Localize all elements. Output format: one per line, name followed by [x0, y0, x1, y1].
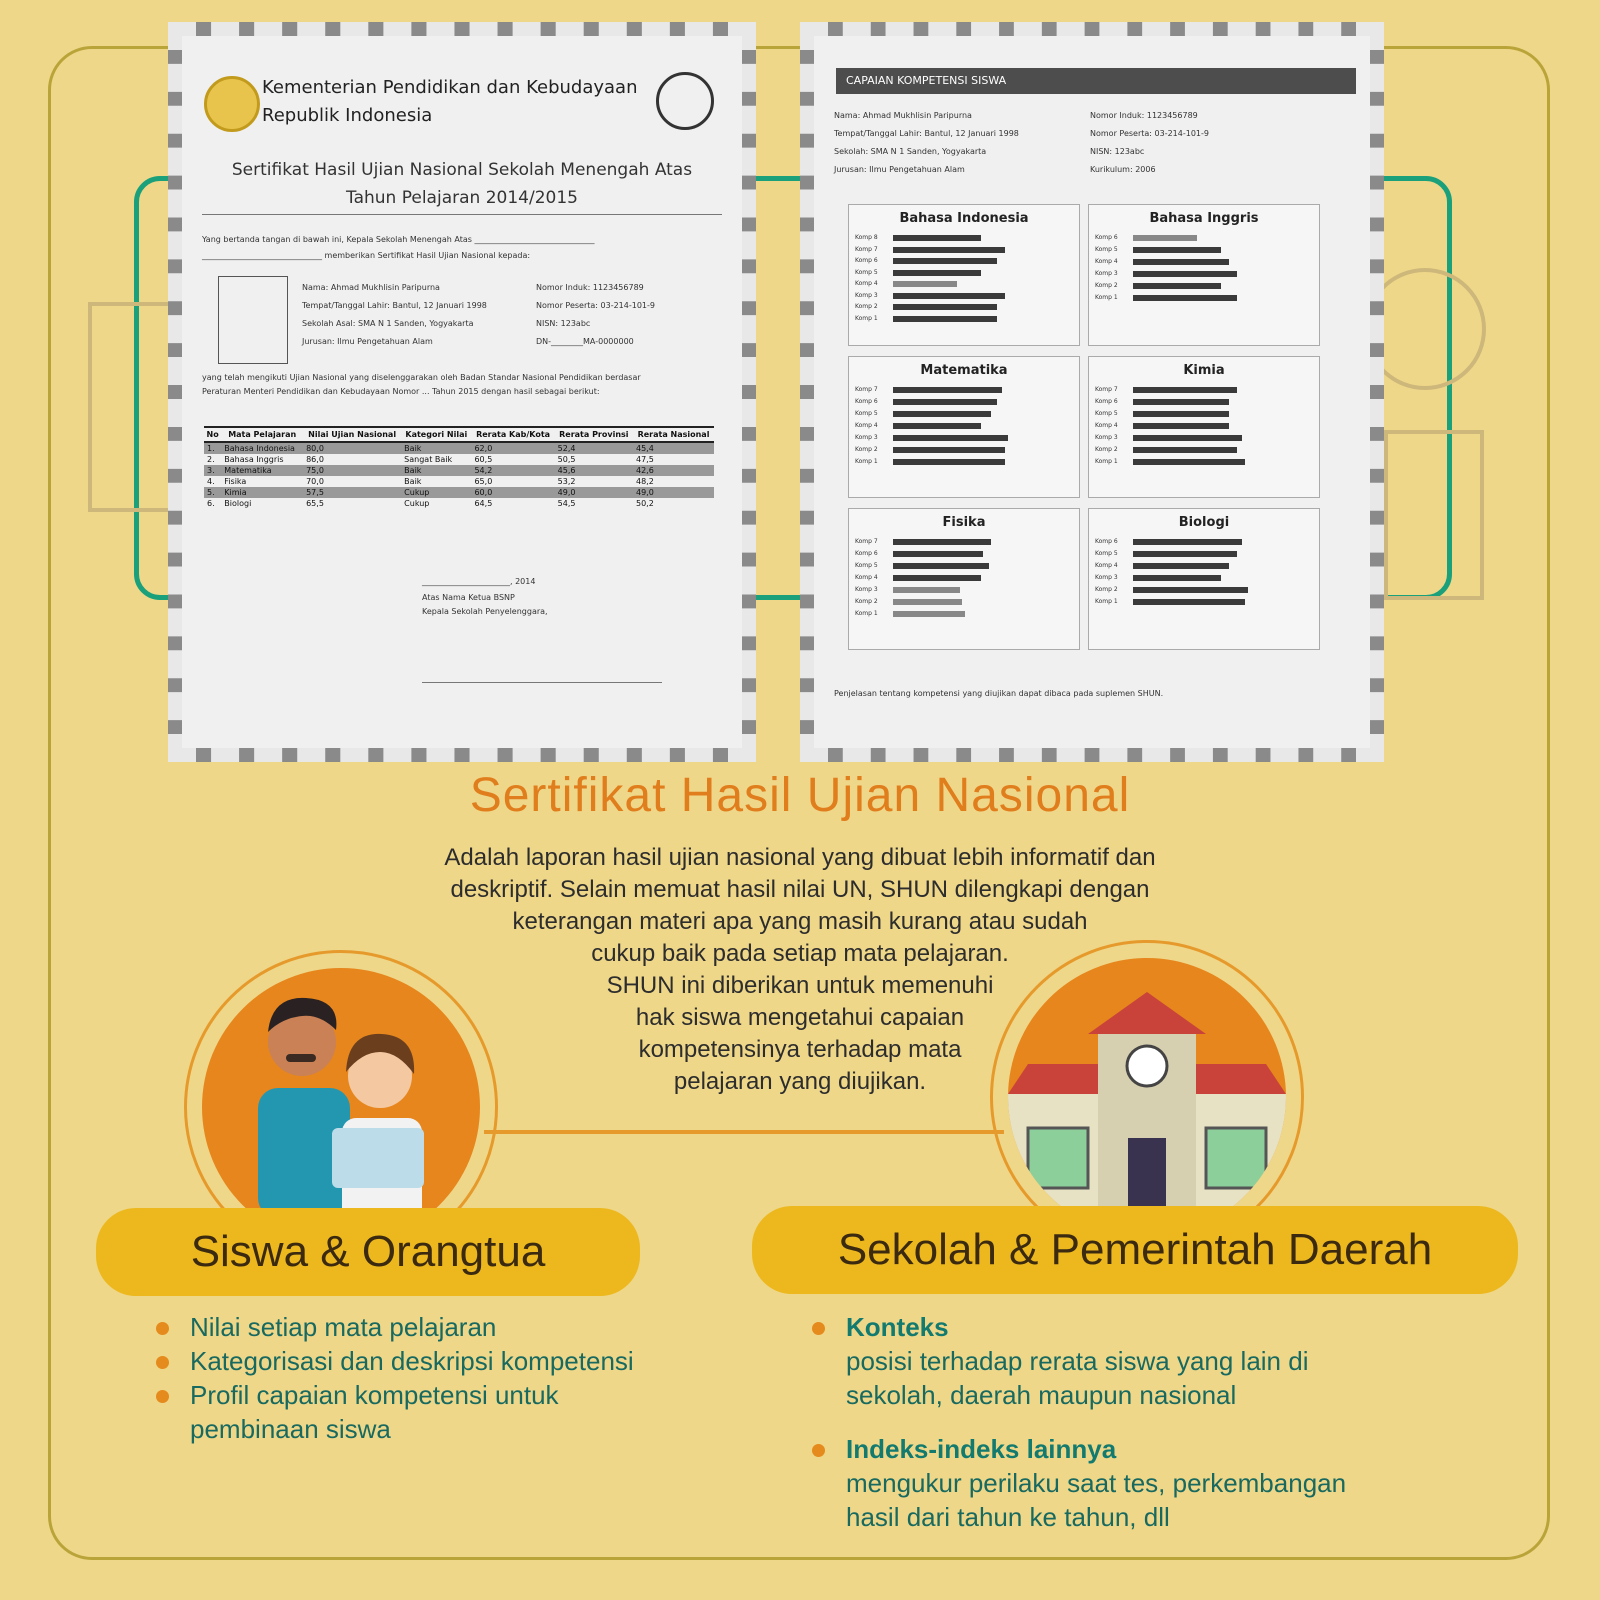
table-cell: 47,5: [636, 455, 654, 464]
ministry-seal-icon: [656, 72, 714, 130]
competency-bar-label: Komp 2: [1095, 282, 1118, 289]
info-line: NISN: 123abc: [1090, 147, 1145, 156]
competency-bar: [1133, 435, 1242, 441]
table-cell: 1.: [204, 442, 221, 454]
competency-bar-label: Komp 2: [855, 446, 878, 453]
competency-footer: Penjelasan tentang kompetensi yang diujikan dapat dibaca pada suplemen SHUN.: [834, 689, 1164, 698]
info-line: Sekolah: SMA N 1 Sanden, Yogyakarta: [834, 147, 987, 156]
competency-bar-label: Komp 5: [855, 410, 878, 417]
certificate-right: [800, 22, 1384, 762]
list-item-title: Indeks-indeks lainnya: [846, 1434, 1117, 1464]
competency-bar: [893, 411, 991, 417]
competency-bar: [1133, 295, 1237, 301]
parent-child-illustration-icon: [202, 968, 480, 1246]
table-cell: 6.: [207, 499, 215, 508]
nisn: NISN: 123abc: [536, 319, 591, 328]
table-cell: 45,4: [633, 442, 714, 454]
competency-bar: [893, 599, 962, 605]
student-photo-placeholder: [218, 276, 288, 364]
signature-line: [422, 682, 662, 683]
competency-bar: [1133, 259, 1229, 265]
competency-bar-label: Komp 6: [855, 257, 878, 264]
table-cell: 49,0: [555, 487, 633, 498]
description-line: SHUN ini diberikan untuk memenuhi: [606, 972, 994, 999]
table-row: [204, 442, 714, 454]
table-cell: 3.: [204, 465, 221, 476]
competency-bar-label: Komp 2: [1095, 446, 1118, 453]
competency-bar-label: Komp 4: [855, 422, 878, 429]
school-building-icon: [1008, 958, 1286, 1236]
school-government-list: [812, 1310, 1532, 1534]
table-header: No: [204, 427, 221, 442]
competency-bar-label: Komp 2: [1095, 586, 1118, 593]
description-line: pelajaran yang diujikan.: [673, 1068, 927, 1095]
table-cell: 2.: [207, 455, 215, 464]
competency-bar: [893, 258, 997, 264]
competency-bar: [1133, 551, 1237, 557]
competency-bar: [893, 587, 960, 593]
sign-line-1: Atas Nama Ketua BSNP: [422, 593, 515, 602]
table-cell: 80,0: [303, 442, 401, 454]
competency-bar-label: Komp 7: [855, 245, 878, 253]
competency-bar: [1133, 575, 1221, 581]
students-parents-list: [156, 1310, 776, 1446]
description-line: hak siswa mengetahui capaian: [635, 1004, 965, 1031]
competency-bar-label: Komp 4: [1095, 258, 1118, 265]
student-major: Jurusan: Ilmu Pengetahuan Alam: [302, 337, 433, 346]
body-line-1: yang telah mengikuti Ujian Nasional yang diselenggarakan oleh Badan Standar Nasional Pendidikan berdasar: [202, 373, 641, 382]
description-line: kompetensinya terhadap mata: [638, 1036, 962, 1063]
competency-bar: [893, 387, 1002, 393]
competency-bar-label: Komp 1: [1095, 294, 1118, 301]
competency-bar: [1133, 563, 1229, 569]
competency-bar-label: Komp 5: [1095, 246, 1118, 253]
info-line: Tempat/Tanggal Lahir: Bantul, 12 Januari 1998: [834, 129, 1019, 138]
competency-bar: [893, 423, 981, 429]
competency-panel-title: Matematika: [920, 363, 1008, 378]
competency-bar: [893, 611, 965, 617]
competency-bar-label: Komp 3: [1095, 434, 1118, 441]
table-cell: 60,5: [474, 455, 493, 464]
nomor-peserta: Nomor Peserta: 03-214-101-9: [536, 301, 655, 310]
competency-bar: [893, 447, 1005, 453]
list-item-text: Profil capaian kompetensi untuk: [190, 1380, 559, 1410]
competency-panel-title: Fisika: [942, 515, 986, 530]
students-parents-pill: Siswa & Orangtua: [96, 1208, 640, 1296]
description-line: Adalah laporan hasil ujian nasional yang dibuat lebih informatif dan: [444, 844, 1156, 871]
sign-date: ______________________, 2014: [422, 577, 536, 586]
table-header: Kategori Nilai: [401, 427, 471, 442]
competency-bar-label: Komp 6: [1095, 398, 1118, 405]
competency-bar-label: Komp 6: [855, 398, 878, 405]
competency-bar: [1133, 399, 1229, 405]
table-cell: 48,2: [636, 477, 654, 486]
intro-line-2: ______________________________ memberikan Sertifikat Hasil Ujian Nasional kepada:: [202, 251, 531, 260]
table-cell: Kimia: [221, 487, 303, 498]
competency-bar: [893, 399, 997, 405]
list-item-text: Kategorisasi dan deskripsi kompetensi: [190, 1346, 634, 1376]
table-cell: 45,6: [555, 465, 633, 476]
table-cell: 54,5: [557, 499, 576, 508]
table-cell: Baik: [401, 465, 471, 476]
competency-bar: [893, 539, 991, 545]
competency-bar-label: Komp 7: [1095, 386, 1118, 393]
table-cell: 65,0: [474, 477, 493, 486]
competency-bar: [1133, 447, 1237, 453]
info-line: Nomor Induk: 1123456789: [1090, 111, 1198, 120]
competency-bar: [893, 235, 981, 241]
table-cell: 70,0: [306, 477, 324, 486]
competency-bar: [1133, 283, 1221, 289]
table-cell: 50,2: [636, 499, 654, 508]
list-item-text: Nilai setiap mata pelajaran: [190, 1312, 497, 1342]
table-cell: 86,0: [306, 455, 324, 464]
competency-panel: [848, 204, 1080, 346]
competency-bar: [1133, 587, 1248, 593]
info-line: Nomor Peserta: 03-214-101-9: [1090, 129, 1209, 138]
dn-number: DN-________MA-0000000: [536, 337, 634, 346]
table-cell: Biologi: [224, 499, 252, 508]
table-cell: Baik: [404, 477, 422, 486]
table-row: [204, 476, 714, 487]
competency-bar: [893, 270, 981, 276]
table-row: [204, 498, 714, 509]
competency-bar: [893, 435, 1008, 441]
list-item: [812, 1432, 1532, 1534]
list-item-text: posisi terhadap rerata siswa yang lain di: [846, 1346, 1309, 1376]
competency-bar-label: Komp 1: [855, 610, 878, 617]
student-parent-circle-inner: [202, 968, 480, 1246]
competency-bar-label: Komp 6: [1095, 234, 1118, 241]
certificate-title-line-2: Tahun Pelajaran 2014/2015: [346, 188, 578, 208]
school-government-pill: Sekolah & Pemerintah Daerah: [752, 1206, 1518, 1294]
competency-bar-label: Komp 5: [1095, 550, 1118, 557]
table-cell: 52,4: [555, 442, 633, 454]
competency-bar: [1133, 423, 1229, 429]
table-cell: 5.: [204, 487, 221, 498]
competency-bar-label: Komp 1: [855, 314, 878, 322]
school-circle-inner: [1008, 958, 1286, 1236]
list-item-text: hasil dari tahun ke tahun, dll: [846, 1502, 1170, 1532]
table-cell: 65,5: [306, 499, 324, 508]
competency-bar: [893, 563, 989, 569]
description-line: keterangan materi apa yang masih kurang atau sudah: [512, 908, 1088, 935]
competency-bar-label: Komp 4: [1095, 562, 1118, 569]
table-cell: 42,6: [633, 465, 714, 476]
list-item: [812, 1310, 1532, 1412]
competency-bar-label: Komp 7: [855, 538, 878, 545]
competency-bar: [893, 247, 1005, 253]
list-item: [156, 1378, 776, 1446]
ministry-line-1: Kementerian Pendidikan dan Kebudayaan: [262, 77, 638, 98]
certificate-left: [168, 22, 756, 762]
info-line: Nama: Ahmad Mukhlisin Paripurna: [834, 111, 972, 120]
table-row: [204, 454, 714, 465]
list-item: [156, 1310, 776, 1344]
competency-bar: [893, 304, 997, 310]
student-school: Sekolah Asal: SMA N 1 Sanden, Yogyakarta: [302, 319, 474, 328]
competency-bar-label: Komp 1: [1095, 598, 1118, 605]
competency-bar-label: Komp 4: [855, 574, 878, 581]
connector-line: [484, 1130, 1004, 1134]
competency-panel: [848, 356, 1080, 498]
competency-panel-title: Bahasa Inggris: [1149, 211, 1259, 226]
competency-panel-title: Kimia: [1183, 363, 1225, 378]
competency-bar: [1133, 247, 1221, 253]
competency-panel: [848, 508, 1080, 650]
nomor-induk: Nomor Induk: 1123456789: [536, 283, 644, 292]
table-header: Nilai Ujian Nasional: [303, 427, 401, 442]
student-name: Nama: Ahmad Mukhlisin Paripurna: [302, 283, 440, 292]
competency-bar: [1133, 235, 1197, 241]
table-header: Mata Pelajaran: [221, 427, 303, 442]
grades-table: [204, 426, 714, 509]
table-cell: Bahasa Indonesia: [221, 442, 303, 454]
competency-bar-label: Komp 1: [855, 458, 878, 465]
competency-panel-title: Biologi: [1178, 515, 1230, 530]
competency-bar: [893, 281, 957, 287]
table-cell: Bahasa Inggris: [224, 455, 284, 464]
table-header: Rerata Provinsi: [555, 427, 633, 442]
table-cell: Baik: [401, 442, 471, 454]
description-line: deskriptif. Selain memuat hasil nilai UN, SHUN dilengkapi dengan: [450, 876, 1150, 903]
certificate-title-line-1: Sertifikat Hasil Ujian Nasional Sekolah Menengah Atas: [231, 160, 693, 180]
list-item: [156, 1344, 776, 1378]
competency-bar-label: Komp 3: [855, 586, 878, 593]
table-row: [204, 465, 714, 476]
table-cell: Matematika: [221, 465, 303, 476]
competency-bar: [1133, 599, 1245, 605]
competency-bar-label: Komp 3: [855, 291, 878, 299]
ministry-name: [262, 74, 638, 130]
garuda-emblem-icon: [204, 76, 260, 132]
table-cell: Fisika: [224, 477, 247, 486]
competency-bar: [1133, 411, 1229, 417]
decor-document-right: [1384, 430, 1484, 600]
table-cell: 53,2: [557, 477, 576, 486]
competency-bar: [893, 293, 1005, 299]
list-item-text: mengukur perilaku saat tes, perkembangan: [846, 1468, 1347, 1498]
table-cell: Sangat Baik: [404, 455, 453, 464]
table-cell: 62,0: [471, 442, 554, 454]
competency-panel-title: Bahasa Indonesia: [899, 211, 1029, 226]
competency-bar-label: Komp 3: [1095, 574, 1118, 581]
competency-bar-label: Komp 6: [855, 550, 878, 557]
table-cell: 64,5: [474, 499, 493, 508]
body-line-2: Peraturan Menteri Pendidikan dan Kebudayaan Nomor ... Tahun 2015 dengan hasil sebagai berikut:: [202, 387, 600, 396]
competency-bar-label: Komp 4: [1095, 422, 1118, 429]
certificate-title: [182, 156, 742, 212]
table-cell: Cukup: [404, 499, 430, 508]
divider: [202, 214, 722, 215]
competency-bar-label: Komp 2: [855, 598, 878, 605]
competency-bar-label: Komp 5: [855, 268, 878, 276]
table-cell: 50,5: [557, 455, 576, 464]
main-title: Sertifikat Hasil Ujian Nasional: [469, 769, 1131, 822]
ministry-line-2: Republik Indonesia: [262, 105, 433, 126]
competency-bar-label: Komp 3: [855, 434, 878, 441]
competency-bar-label: Komp 5: [1095, 410, 1118, 417]
competency-header: CAPAIAN KOMPETENSI SISWA: [836, 68, 1356, 94]
competency-bar-label: Komp 2: [855, 303, 878, 310]
table-cell: 49,0: [633, 487, 714, 498]
competency-bar-label: Komp 7: [855, 386, 878, 393]
competency-bar-label: Komp 6: [1095, 538, 1118, 545]
competency-bar: [1133, 271, 1237, 277]
competency-bar: [893, 551, 983, 557]
info-line: Kurikulum: 2006: [1090, 165, 1156, 174]
competency-bar-label: Komp 8: [855, 234, 878, 241]
competency-bar: [893, 459, 1005, 465]
competency-panel: [1088, 356, 1320, 498]
list-item-text: sekolah, daerah maupun nasional: [846, 1380, 1237, 1410]
intro-line-1: Yang bertanda tangan di bawah ini, Kepala Sekolah Menengah Atas ______________________________: [202, 235, 595, 244]
table-header: Rerata Nasional: [633, 427, 714, 442]
table-header: Rerata Kab/Kota: [471, 427, 554, 442]
competency-bar: [893, 316, 997, 322]
table-cell: 60,0: [471, 487, 554, 498]
competency-bar-label: Komp 1: [1095, 458, 1118, 465]
competency-bar: [893, 575, 981, 581]
table-cell: 4.: [207, 477, 215, 486]
description-line: cukup baik pada setiap mata pelajaran.: [591, 940, 1009, 967]
table-cell: 57,5: [303, 487, 401, 498]
competency-bar: [1133, 459, 1245, 465]
competency-bar: [1133, 539, 1242, 545]
competency-bar-label: Komp 3: [1095, 270, 1118, 277]
competency-panel: [1088, 508, 1320, 650]
info-line: Jurusan: Ilmu Pengetahuan Alam: [834, 165, 965, 174]
competency-bar-label: Komp 5: [855, 562, 878, 569]
table-cell: Cukup: [401, 487, 471, 498]
list-item-title: Konteks: [846, 1312, 949, 1342]
competency-bar-label: Komp 4: [855, 280, 878, 287]
student-birth: Tempat/Tanggal Lahir: Bantul, 12 Januari 1998: [302, 301, 487, 310]
competency-panel: [1088, 204, 1320, 346]
table-row: [204, 487, 714, 498]
list-item-text-continued: pembinaan siswa: [190, 1414, 391, 1444]
table-cell: 75,0: [303, 465, 401, 476]
decor-document-left: [88, 302, 178, 512]
table-cell: 54,2: [471, 465, 554, 476]
competency-bar: [1133, 387, 1237, 393]
sign-line-2: Kepala Sekolah Penyelenggara,: [422, 607, 548, 616]
